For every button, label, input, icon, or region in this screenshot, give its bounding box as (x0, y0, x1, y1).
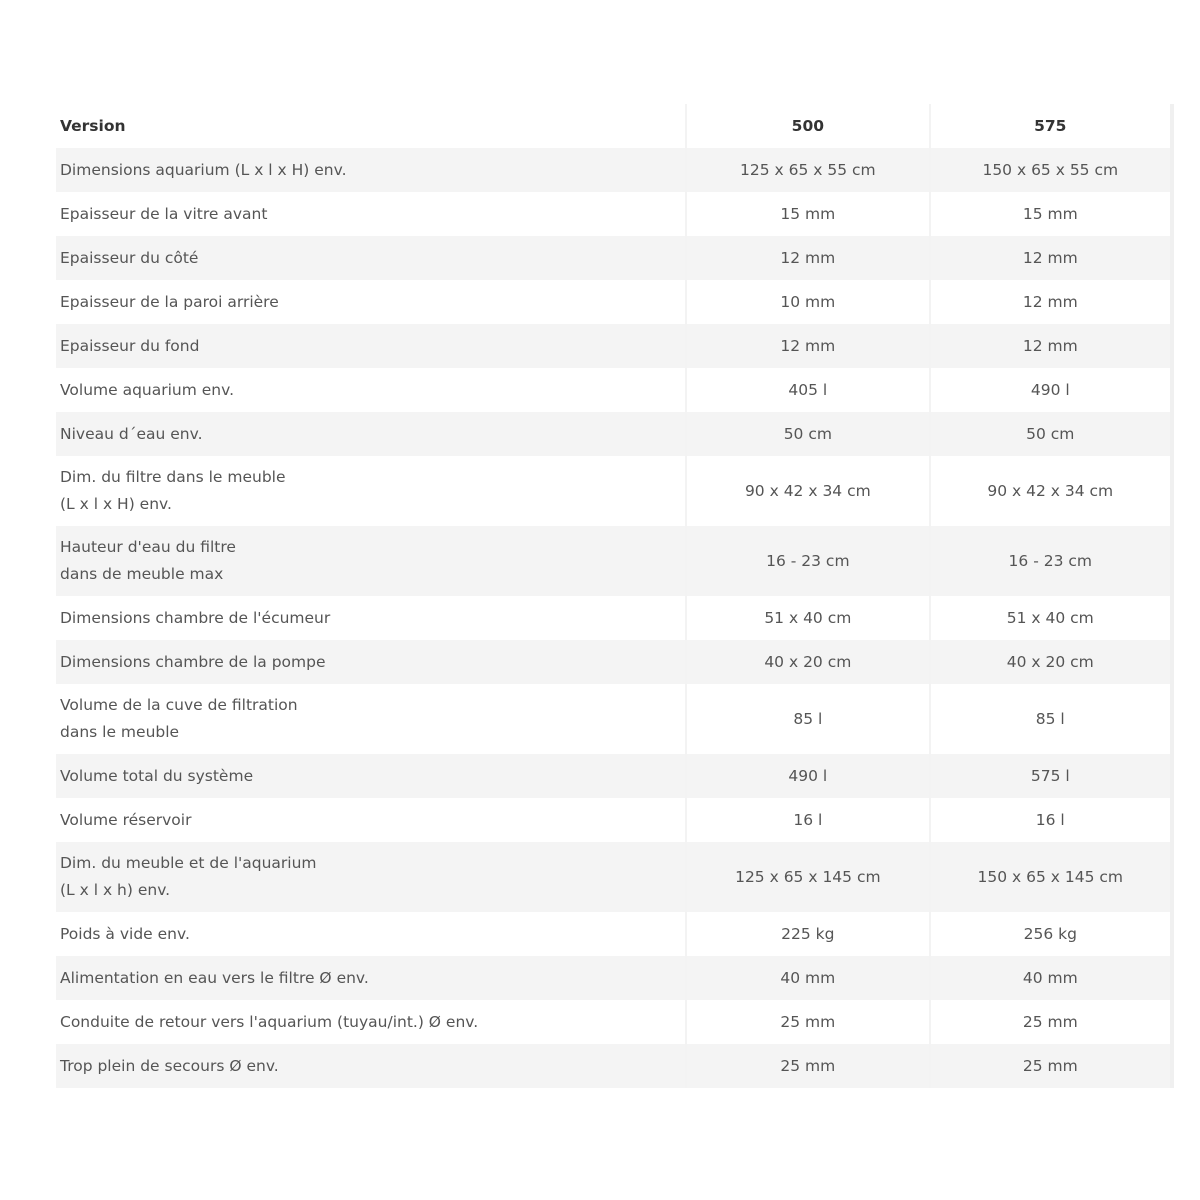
table-row (56, 1000, 1172, 1044)
table-row (56, 192, 1172, 236)
spec-label (56, 640, 686, 684)
spec-label (56, 956, 686, 1000)
table-row (56, 640, 1172, 684)
spec-label-line: Epaisseur de la vitre avant (60, 204, 268, 223)
spec-label (56, 192, 686, 236)
spec-label-line: Volume aquarium env. (60, 380, 235, 399)
spec-label-line: Epaisseur du fond (60, 336, 200, 355)
header-version-label: Version (56, 104, 686, 148)
spec-label-line: (L x l x h) env. (60, 881, 171, 899)
spec-label-line: Niveau d´eau env. (60, 424, 203, 443)
spec-value-500: 225 kg (686, 912, 929, 956)
spec-label-line: Trop plein de secours Ø env. (60, 1056, 279, 1075)
spec-label-line: Epaisseur du côté (60, 248, 199, 267)
spec-label-line: (L x l x H) env. (60, 495, 172, 513)
spec-value-575: 12 mm (1022, 248, 1078, 267)
spec-value-575: 12 mm (1022, 336, 1078, 355)
spec-label-line: Alimentation en eau vers le filtre Ø env. (60, 968, 369, 987)
table-row (56, 148, 1172, 192)
spec-value-575: 90 x 42 x 34 cm (987, 481, 1114, 500)
table-row (56, 754, 1172, 798)
table-row (56, 684, 1172, 754)
spec-label-line: Dimensions chambre de la pompe (60, 652, 326, 671)
spec-label (56, 412, 686, 456)
spec-value-575: 16 l (1035, 810, 1065, 829)
spec-value-575: 40 x 20 cm (1006, 652, 1094, 671)
table-row (56, 236, 1172, 280)
spec-value-575: 12 mm (1022, 292, 1078, 311)
spec-value-500: 16 l (686, 798, 929, 842)
spec-value-500: 40 x 20 cm (686, 640, 929, 684)
header-version-500: 500 (686, 104, 929, 148)
spec-value-575: 25 mm (1022, 1056, 1078, 1075)
spec-label (56, 842, 686, 912)
spec-value-500: 125 x 65 x 55 cm (686, 148, 929, 192)
spec-label (56, 324, 686, 368)
spec-label-line: Conduite de retour vers l'aquarium (tuyau/int.) Ø env. (60, 1012, 479, 1031)
spec-value-500: 10 mm (686, 280, 929, 324)
spec-label-line: Dimensions chambre de l'écumeur (60, 608, 331, 627)
spec-label-line: Dim. du filtre dans le meuble (60, 468, 286, 486)
spec-label (56, 798, 686, 842)
spec-label (56, 526, 686, 596)
table-row (56, 596, 1172, 640)
table-row (56, 912, 1172, 956)
spec-value-500: 490 l (686, 754, 929, 798)
spec-value-500: 16 - 23 cm (686, 526, 929, 596)
header-version-575: 575 (1034, 116, 1067, 135)
spec-label (56, 148, 686, 192)
table-row (56, 526, 1172, 596)
spec-value-500: 50 cm (686, 412, 929, 456)
table-row (56, 368, 1172, 412)
spec-label-line: Epaisseur de la paroi arrière (60, 292, 279, 311)
spec-value-575: 490 l (1030, 380, 1070, 399)
spec-value-575: 575 l (1030, 766, 1070, 785)
spec-value-500: 125 x 65 x 145 cm (686, 842, 929, 912)
spec-value-500: 12 mm (686, 324, 929, 368)
spec-value-575: 16 - 23 cm (1008, 551, 1092, 570)
spec-label (56, 754, 686, 798)
spec-value-575: 150 x 65 x 145 cm (977, 867, 1124, 886)
table-row (56, 456, 1172, 526)
spec-label (56, 1044, 686, 1088)
spec-value-575: 25 mm (1022, 1012, 1078, 1031)
spec-value-575: 150 x 65 x 55 cm (982, 160, 1119, 179)
spec-label-line: Dimensions aquarium (L x l x H) env. (60, 160, 347, 179)
table-row (56, 842, 1172, 912)
spec-table (56, 104, 1174, 1088)
spec-value-500: 12 mm (686, 236, 929, 280)
spec-label-line: Poids à vide env. (60, 924, 190, 943)
spec-label (56, 368, 686, 412)
spec-value-575: 40 mm (1022, 968, 1078, 987)
spec-label-line: Volume réservoir (60, 810, 192, 829)
spec-value-500: 90 x 42 x 34 cm (686, 456, 929, 526)
spec-label (56, 1000, 686, 1044)
spec-value-575: 256 kg (1023, 924, 1077, 943)
spec-table-body (56, 104, 1172, 1088)
spec-value-500: 25 mm (686, 1000, 929, 1044)
spec-label (56, 912, 686, 956)
spec-value-575: 51 x 40 cm (1006, 608, 1094, 627)
spec-value-500: 51 x 40 cm (686, 596, 929, 640)
spec-value-500: 405 l (686, 368, 929, 412)
spec-label (56, 280, 686, 324)
table-header-row (56, 104, 1172, 148)
spec-label-line: dans de meuble max (60, 565, 224, 583)
spec-value-500: 25 mm (686, 1044, 929, 1088)
table-row (56, 798, 1172, 842)
spec-label-line: dans le meuble (60, 723, 180, 741)
spec-label-line: Volume de la cuve de filtration (60, 696, 298, 714)
spec-value-575: 15 mm (1022, 204, 1078, 223)
spec-value-500: 40 mm (686, 956, 929, 1000)
spec-value-575: 85 l (1035, 709, 1065, 728)
spec-label (56, 596, 686, 640)
spec-label-line: Dim. du meuble et de l'aquarium (60, 854, 317, 872)
spec-label (56, 456, 686, 526)
spec-label (56, 684, 686, 754)
spec-value-575: 50 cm (1026, 424, 1075, 443)
table-row (56, 1044, 1172, 1088)
table-row (56, 280, 1172, 324)
table-row (56, 956, 1172, 1000)
table-row (56, 324, 1172, 368)
table-row (56, 412, 1172, 456)
spec-value-500: 15 mm (686, 192, 929, 236)
spec-label-line: Hauteur d'eau du filtre (60, 538, 236, 556)
spec-value-500: 85 l (686, 684, 929, 754)
spec-label-line: Volume total du système (60, 766, 254, 785)
spec-label (56, 236, 686, 280)
